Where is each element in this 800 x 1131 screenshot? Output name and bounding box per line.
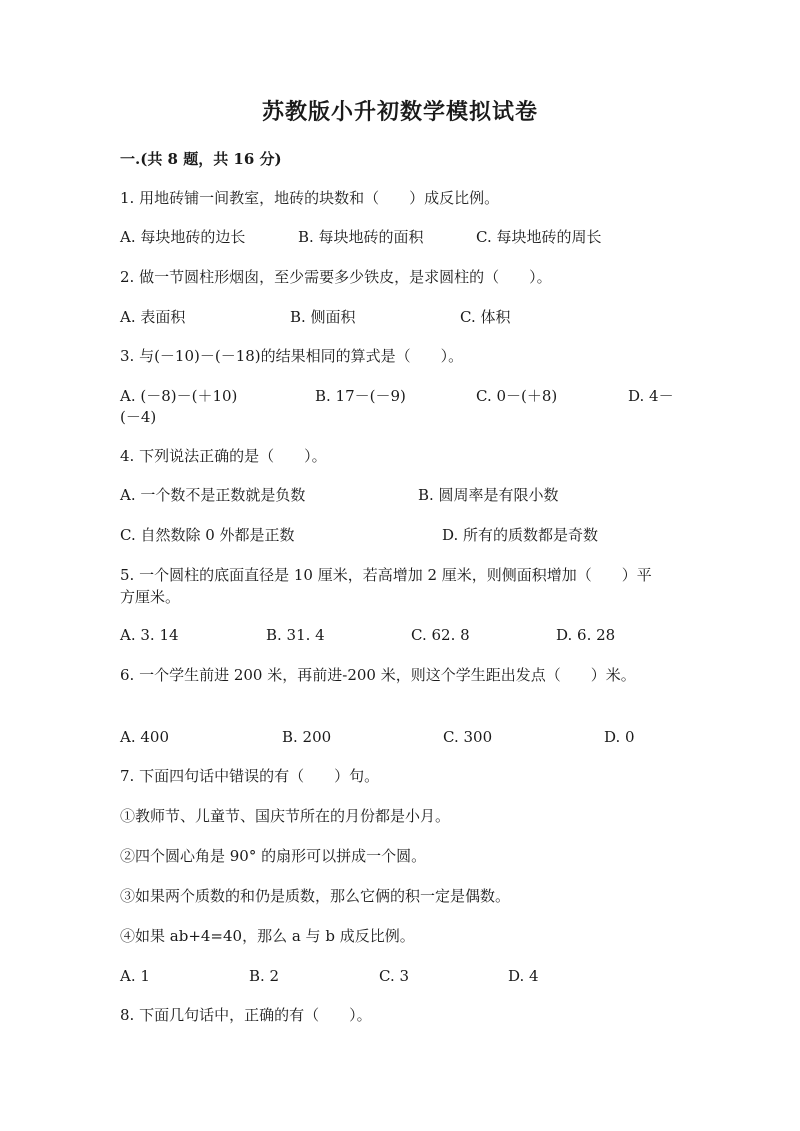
question-3-option-a: A. (－8)－(＋10) (120, 387, 238, 405)
question-7-option-a: A. 1 (120, 967, 150, 985)
question-3-option-d: D. 4－ (628, 387, 674, 405)
question-4-option-a: A. 一个数不是正数就是负数 (120, 486, 306, 504)
question-2-option-a: A. 表面积 (120, 308, 186, 326)
question-7-option-b: B. 2 (249, 967, 280, 985)
question-7-statement-3: ③如果两个质数的和仍是质数，那么它俩的积一定是偶数。 (120, 887, 511, 905)
question-6-option-b: B. 200 (282, 728, 332, 746)
question-2-option-b: B. 侧面积 (290, 308, 356, 326)
question-7-statement-4: ④如果 ab+4=40，那么 a 与 b 成反比例。 (120, 927, 415, 945)
question-6-stem: 6. 一个学生前进 200 米，再前进-200 米，则这个学生距出发点（ ）米。 (120, 666, 636, 684)
question-4-option-d: D. 所有的质数都是奇数 (442, 526, 599, 544)
question-6-option-d: D. 0 (604, 728, 635, 746)
question-2-option-c: C. 体积 (460, 308, 511, 326)
question-5-option-a: A. 3. 14 (120, 626, 179, 644)
question-6-option-a: A. 400 (120, 728, 169, 746)
question-8-stem: 8. 下面几句话中，正确的有（ ）。 (120, 1006, 372, 1024)
question-3-stem: 3. 与(－10)－(－18)的结果相同的算式是（ ）。 (120, 347, 464, 365)
question-7-stem: 7. 下面四句话中错误的有（ ）句。 (120, 767, 380, 785)
question-1-option-b: B. 每块地砖的面积 (298, 228, 424, 246)
question-5-option-c: C. 62. 8 (411, 626, 470, 644)
question-5-option-b: B. 31. 4 (266, 626, 325, 644)
question-1-stem: 1. 用地砖铺一间教室，地砖的块数和（ ）成反比例。 (120, 189, 500, 207)
question-3-option-d-continued: (－4) (120, 408, 157, 426)
question-1-option-c: C. 每块地砖的周长 (476, 228, 602, 246)
question-7-option-d: D. 4 (508, 967, 539, 985)
question-5-option-d: D. 6. 28 (556, 626, 616, 644)
section-heading: 一.(共 8 题，共 16 分) (120, 150, 282, 168)
question-4-option-c: C. 自然数除 0 外都是正数 (120, 526, 295, 544)
question-4-option-b: B. 圆周率是有限小数 (418, 486, 559, 504)
question-6-option-c: C. 300 (443, 728, 493, 746)
question-2-stem: 2. 做一节圆柱形烟囱，至少需要多少铁皮，是求圆柱的（ ）。 (120, 268, 552, 286)
page-title: 苏教版小升初数学模拟试卷 (261, 99, 538, 125)
question-7-option-c: C. 3 (379, 967, 410, 985)
question-7-statement-1: ①教师节、儿童节、国庆节所在的月份都是小月。 (120, 807, 451, 825)
question-3-option-b: B. 17－(－9) (315, 387, 406, 405)
question-7-statement-2: ②四个圆心角是 90° 的扇形可以拼成一个圆。 (120, 847, 427, 865)
question-5-stem-line-1: 5. 一个圆柱的底面直径是 10 厘米，若高增加 2 厘米，则侧面积增加（ ）平 (120, 566, 652, 584)
question-3-option-c: C. 0－(＋8) (476, 387, 558, 405)
question-4-stem: 4. 下列说法正确的是（ ）。 (120, 447, 327, 465)
question-5-stem-line-2: 方厘米。 (120, 588, 181, 606)
question-1-option-a: A. 每块地砖的边长 (120, 228, 246, 246)
